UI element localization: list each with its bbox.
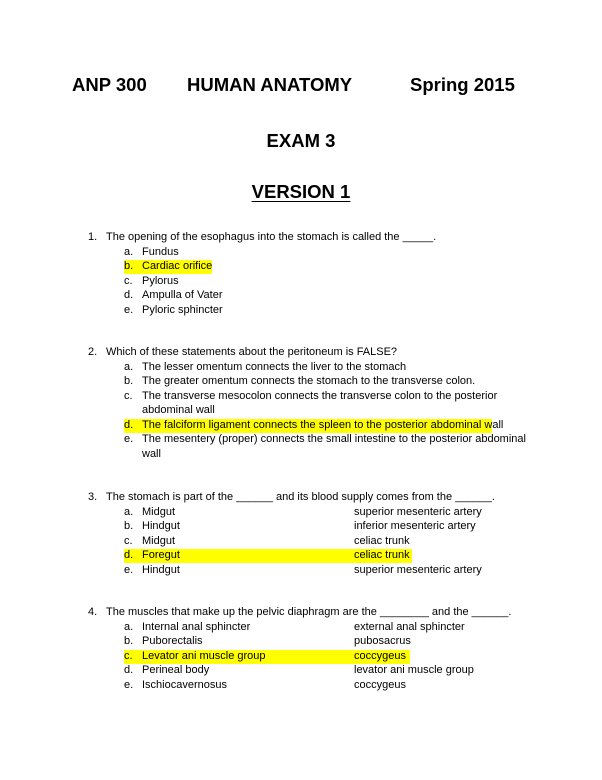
- option-e: [88, 303, 548, 318]
- option-letter: c.: [124, 534, 133, 547]
- option-d: [88, 663, 548, 678]
- option-text: Puborectalis: [142, 635, 203, 647]
- option-d: [88, 288, 548, 303]
- option-text-secondary: superior mesenteric artery: [354, 563, 482, 576]
- option-text: Cardiac orifice: [142, 260, 213, 272]
- option-letter: d.: [124, 418, 134, 431]
- option-text: Foregut: [142, 549, 180, 561]
- option-b: [88, 634, 548, 649]
- option-text-secondary: coccygeus: [354, 678, 406, 691]
- option-text: The transverse mesocolon connects the transverse colon to the posterior abdominal wall: [142, 389, 498, 416]
- option-letter: c.: [124, 274, 133, 287]
- question-4: [88, 605, 548, 692]
- option-c: [88, 534, 548, 549]
- question-2: [88, 345, 548, 461]
- exam-title: EXAM 3: [266, 130, 336, 151]
- option-letter: a.: [124, 245, 134, 258]
- question-text: Which of these statements about the peritoneum is FALSE?: [106, 346, 398, 358]
- option-text-secondary: external anal sphincter: [354, 620, 465, 633]
- option-text: Midgut: [142, 505, 176, 518]
- question-1: [88, 230, 548, 317]
- question-text: The stomach is part of the ______ and its blood supply comes from the ______.: [106, 491, 495, 503]
- option-letter: e.: [124, 678, 134, 691]
- option-text: The greater omentum connects the stomach to the transverse colon.: [142, 375, 476, 387]
- option-b: [88, 519, 548, 534]
- option-text: Levator ani muscle group: [142, 649, 266, 662]
- option-text-secondary: celiac trunk: [354, 549, 410, 561]
- option-letter: d.: [124, 664, 134, 676]
- option-text-secondary: celiac trunk: [354, 534, 410, 547]
- version-title: [0, 181, 602, 203]
- option-letter: e.: [124, 303, 134, 316]
- option-text-secondary: inferior mesenteric artery: [354, 520, 476, 532]
- option-text: Hindgut: [142, 563, 180, 576]
- option-letter: a.: [124, 360, 134, 373]
- question-text: The muscles that make up the pelvic diaphragm are the ________ and the ______.: [106, 606, 512, 618]
- option-d-correct: [88, 548, 548, 563]
- option-text: Pyloric sphincter: [142, 303, 223, 316]
- option-letter: e.: [124, 433, 134, 445]
- option-c: [88, 274, 548, 289]
- course-code: ANP 300: [72, 74, 147, 95]
- option-c-correct: [88, 649, 548, 664]
- option-letter: c.: [124, 389, 133, 402]
- option-letter: b.: [124, 635, 134, 647]
- question-text: The opening of the esophagus into the stomach is called the _____.: [106, 231, 437, 243]
- option-letter: e.: [124, 563, 134, 576]
- option-letter: d.: [124, 289, 134, 301]
- option-text-secondary: superior mesenteric artery: [354, 505, 482, 518]
- option-text: The mesentery (proper) connects the small intestine to the posterior abdominal wall: [142, 433, 526, 460]
- option-text: Pylorus: [142, 274, 179, 287]
- option-e: [88, 432, 548, 461]
- question-number: 4.: [88, 606, 98, 618]
- option-e: [88, 678, 548, 693]
- question-number: 2.: [88, 346, 98, 358]
- option-text-secondary: levator ani muscle group: [354, 664, 474, 676]
- option-text: The lesser omentum connects the liver to the stomach: [142, 360, 407, 373]
- option-e: [88, 563, 548, 578]
- option-text-secondary: pubosacrus: [354, 635, 411, 647]
- option-text: Perineal body: [142, 664, 210, 676]
- option-a: [88, 245, 548, 260]
- option-text: Ampulla of Vater: [142, 289, 223, 301]
- option-letter: a.: [124, 620, 134, 633]
- option-d-correct: [88, 418, 548, 433]
- option-letter: a.: [124, 505, 134, 518]
- option-a: [88, 505, 548, 520]
- option-text: Hindgut: [142, 520, 180, 532]
- option-letter: b.: [124, 375, 134, 387]
- option-text: Fundus: [142, 245, 179, 258]
- option-b: [88, 374, 548, 389]
- option-letter: b.: [124, 520, 134, 532]
- header-row: [72, 74, 532, 100]
- option-c: [88, 389, 548, 418]
- option-text: Ischiocavernosus: [142, 678, 227, 691]
- option-letter: d.: [124, 549, 134, 561]
- option-b-correct: [88, 259, 548, 274]
- option-a: [88, 360, 548, 375]
- question-3: [88, 490, 548, 577]
- option-text: Internal anal sphincter: [142, 620, 251, 633]
- course-title: HUMAN ANATOMY: [187, 74, 353, 95]
- version-label: VERSION 1: [251, 181, 351, 202]
- option-a: [88, 620, 548, 635]
- option-letter: c.: [124, 649, 133, 662]
- option-text: Midgut: [142, 534, 176, 547]
- question-number: 1.: [88, 231, 98, 243]
- question-number: 3.: [88, 491, 98, 503]
- term: Spring 2015: [410, 74, 515, 95]
- option-text-secondary: coccygeus: [354, 649, 406, 662]
- option-text: The falciform ligament connects the spleen to the posterior abdominal wall: [142, 418, 504, 431]
- option-letter: b.: [124, 260, 134, 272]
